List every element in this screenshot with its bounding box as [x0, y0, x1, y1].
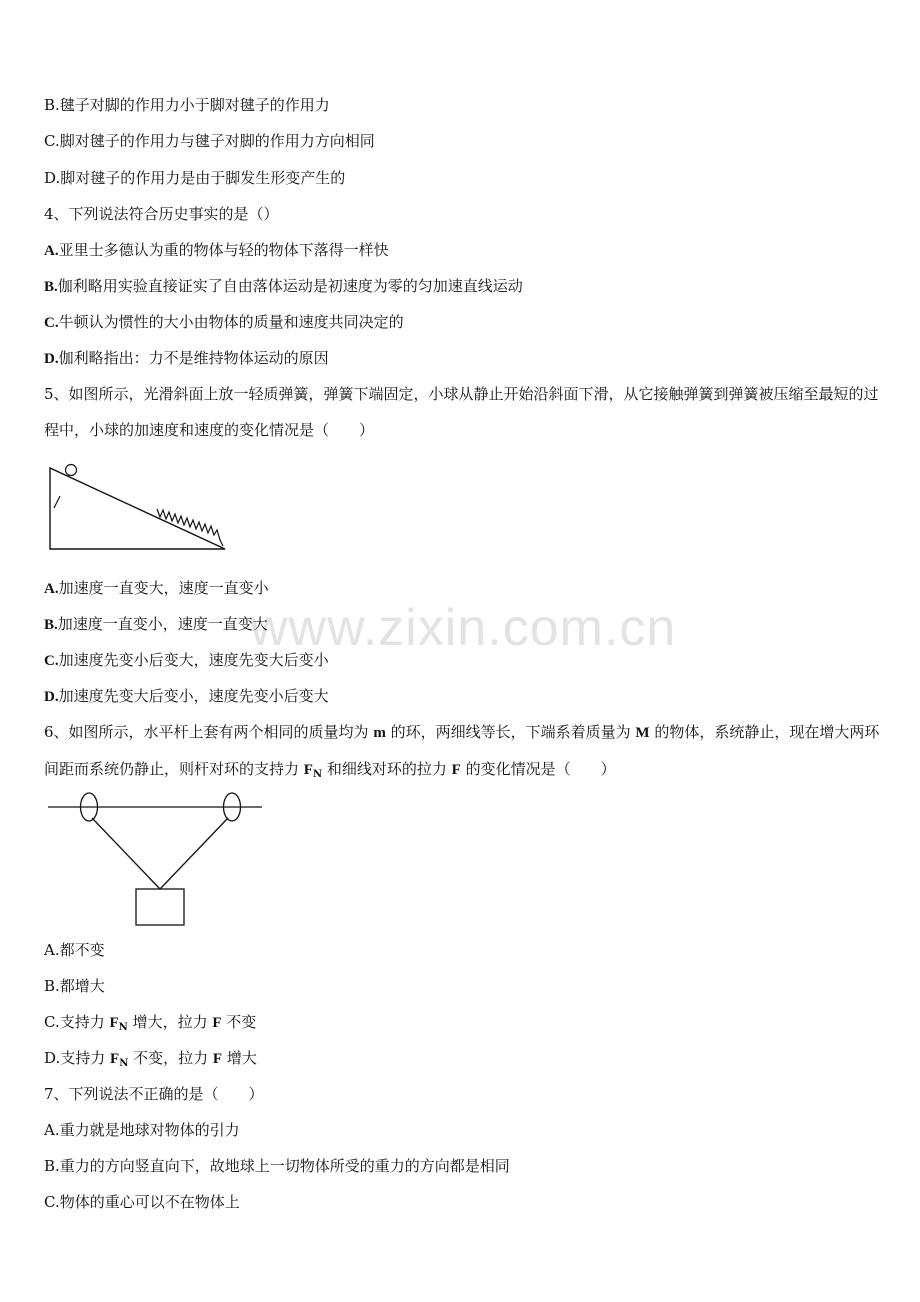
var-m: m [373, 725, 386, 741]
string-right [160, 818, 228, 889]
subscript-N: N [312, 769, 323, 780]
option-text: 亚里士多德认为重的物体与轻的物体下落得一样快 [58, 241, 389, 259]
q5-option-d [44, 686, 329, 707]
option-letter: A. [44, 581, 59, 597]
wall-mark [54, 496, 60, 508]
option-text: 牛顿认为惯性的大小由物体的质量和速度共同决定的 [58, 313, 404, 331]
stem-text: 和细线对环的拉力 [322, 760, 452, 778]
option-text: C.支持力 [44, 1013, 110, 1031]
option-letter: D. [44, 351, 59, 367]
block-mass [136, 889, 184, 925]
incline-spring-diagram [44, 458, 234, 554]
option-text: 伽利略指出：力不是维持物体运动的原因 [58, 349, 329, 367]
string-left [92, 818, 160, 889]
q4-stem: 4、下列说法符合历史事实的是（） [44, 205, 279, 223]
var-F: F [451, 762, 461, 778]
q4-option-d [44, 348, 329, 369]
var-F: F [110, 1051, 120, 1067]
option-letter: B. [44, 279, 58, 295]
incline-triangle [50, 468, 225, 549]
q3-option-b: B.毽子对脚的作用力小于脚对毽子的作用力 [44, 96, 330, 114]
q6-option-a: A.都不变 [44, 941, 105, 959]
var-F: F [212, 1015, 222, 1031]
watermark: www.zixin.com.cn [250, 599, 677, 657]
stem-text: 的变化情况是（ ） [460, 760, 616, 778]
subscript-N: N [118, 1022, 128, 1033]
var-M: M [635, 725, 650, 741]
q6-option-b: B.都增大 [44, 977, 105, 995]
subscript-N: N [119, 1058, 129, 1069]
q6-stem [44, 714, 880, 793]
option-text: 伽利略用实验直接证实了自由落体运动是初速度为零的匀加速直线运动 [57, 277, 523, 295]
q5-option-c [44, 650, 329, 671]
option-letter: D. [44, 689, 59, 705]
spring-icon [157, 509, 223, 546]
option-letter: C. [44, 653, 59, 669]
q6-option-c [44, 1012, 256, 1038]
q3-option-d: D.脚对毽子的作用力是由于脚发生形变产生的 [44, 169, 346, 187]
q4-option-a [44, 240, 389, 261]
q7-option-c: C.物体的重心可以不在物体上 [44, 1193, 240, 1211]
option-text: 不变，拉力 [128, 1049, 213, 1067]
q4-option-c [44, 312, 404, 333]
q4-option-b [44, 276, 523, 297]
option-text: 增大 [222, 1049, 257, 1067]
stem-text: 的环，两细线等长，下端系着质量为 [385, 723, 636, 741]
option-text: 加速度先变小后变大，速度先变大后变小 [58, 651, 329, 669]
rings-rod-diagram [44, 788, 266, 930]
q5-option-b [44, 614, 268, 635]
var-F: F [212, 1051, 223, 1067]
option-letter: B. [44, 617, 58, 633]
var-F: F [303, 762, 313, 778]
option-text: D.支持力 [44, 1049, 111, 1067]
q7-stem: 7、下列说法不正确的是（ ） [44, 1085, 264, 1103]
var-F: F [109, 1015, 119, 1031]
option-text: 不变 [221, 1013, 257, 1031]
ball-icon [66, 465, 77, 476]
option-text: 增大，拉力 [127, 1013, 213, 1031]
stem-text: 6、如图所示，水平杆上套有两个相同的质量均为 [44, 723, 374, 741]
option-text: 加速度一直变小，速度一直变大 [57, 615, 268, 633]
q6-option-d [44, 1048, 257, 1074]
option-text: 加速度先变大后变小，速度先变小后变大 [58, 687, 329, 705]
q3-option-c: C.脚对毽子的作用力与毽子对脚的作用力方向相同 [44, 132, 375, 150]
stem-text: 的物体，系统静止，现在增大两环间距而系统仍静止，则杆对环的支持力 [44, 723, 880, 778]
option-text: 加速度一直变大，速度一直变小 [58, 579, 269, 597]
q7-option-b: B.重力的方向竖直向下，故地球上一切物体所受的重力的方向都是相同 [44, 1157, 510, 1175]
q5-stem: 5、如图所示，光滑斜面上放一轻质弹簧，弹簧下端固定，小球从静止开始沿斜面下滑，从它接触弹簧到弹簧被压缩至最短的过程中，小球的加速度和速度的变化情况是（ ） [44, 385, 879, 439]
option-letter: C. [44, 315, 59, 331]
q7-option-a: A.重力就是地球对物体的引力 [44, 1121, 240, 1139]
option-letter: A. [44, 243, 59, 259]
q5-option-a [44, 578, 269, 599]
